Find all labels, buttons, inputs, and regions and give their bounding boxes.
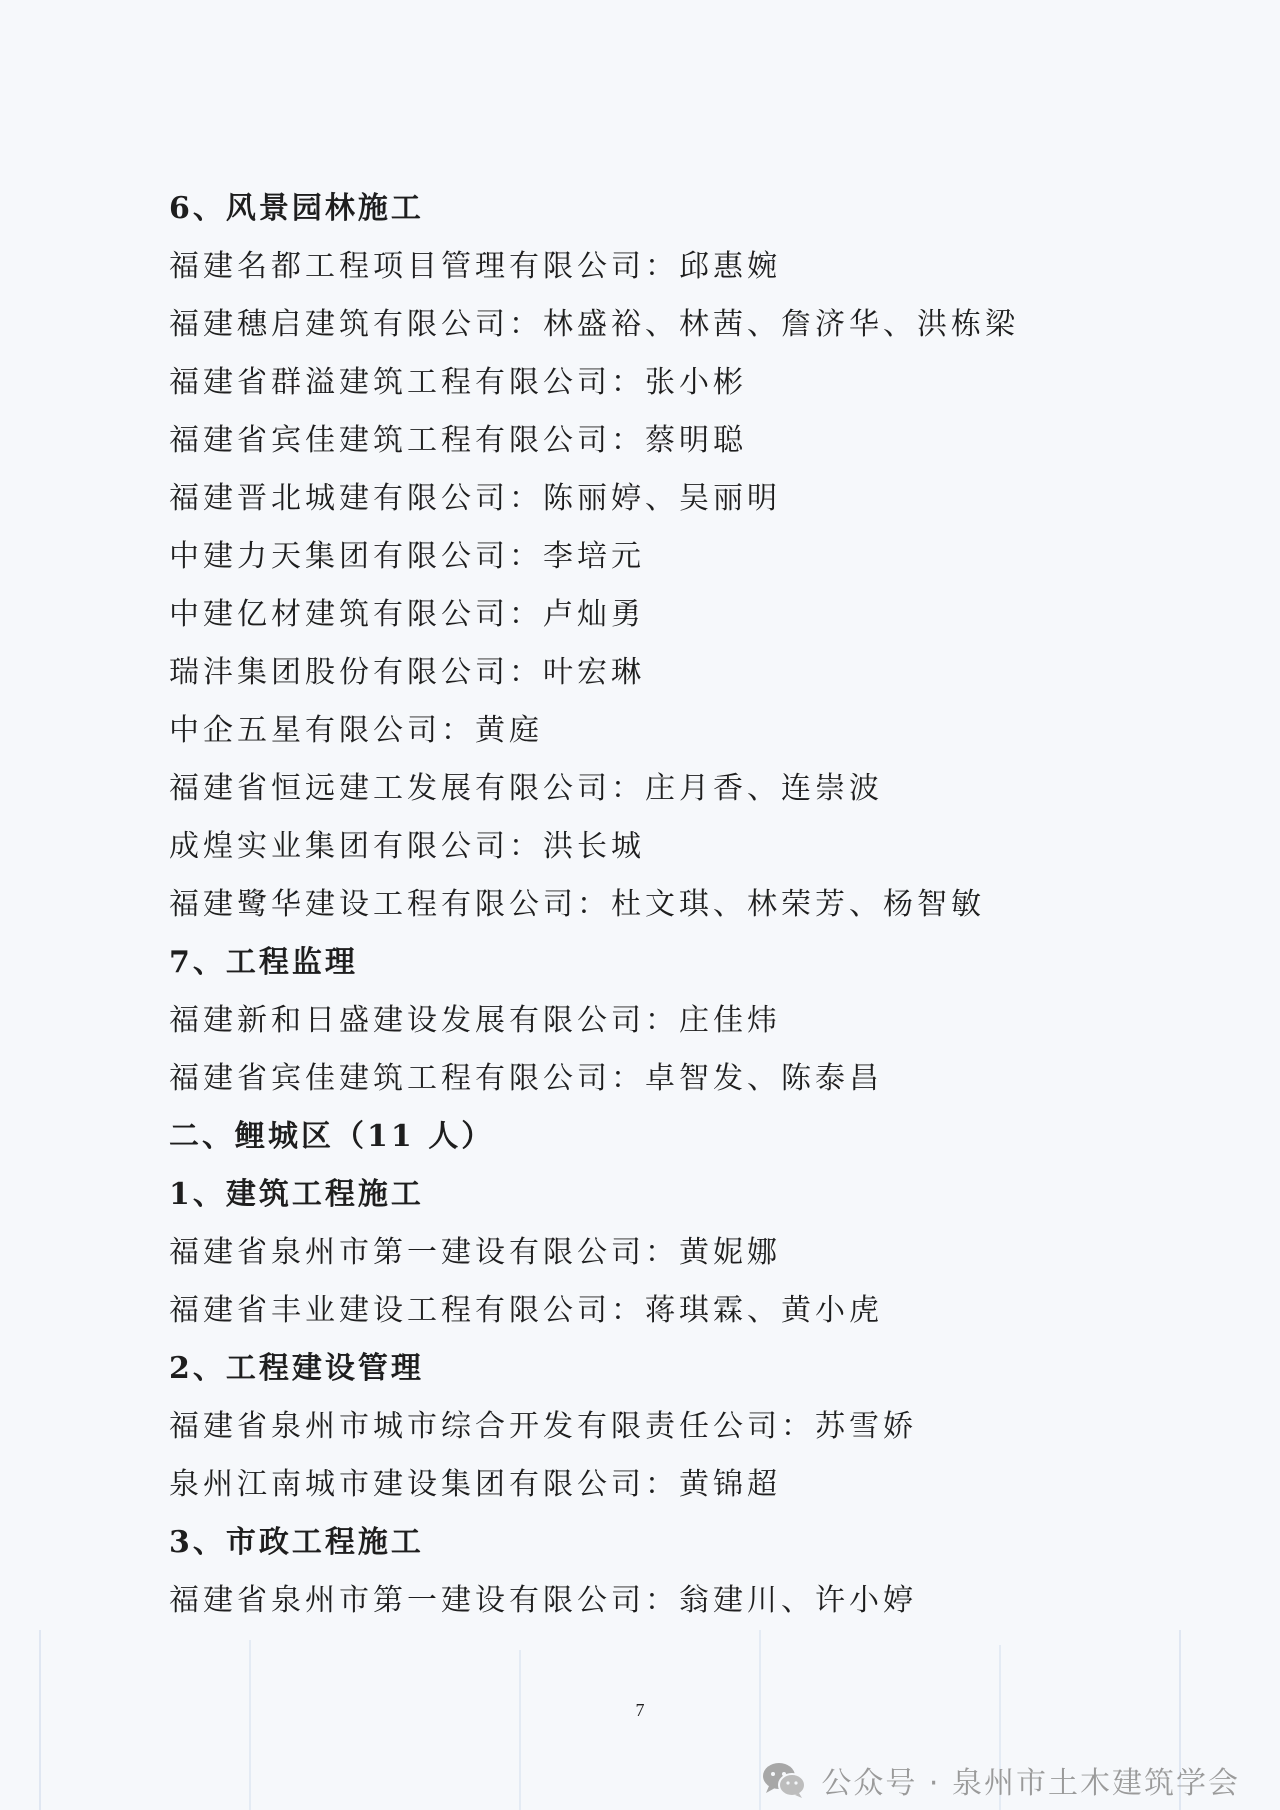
wechat-icon — [761, 1760, 807, 1800]
list-item: 福建鹭华建设工程有限公司：杜文琪、林荣芳、杨智敏 — [169, 887, 985, 922]
list-item: 福建省丰业建设工程有限公司：蒋琪霖、黄小虎 — [169, 1293, 883, 1328]
list-item: 中建力天集团有限公司：李培元 — [169, 539, 645, 574]
list-item: 成煌实业集团有限公司：洪长城 — [169, 829, 645, 864]
subheading-building-construction: 1、建筑工程施工 — [169, 1177, 424, 1212]
list-item: 福建名都工程项目管理有限公司：邱惠婉 — [169, 249, 781, 284]
subheading-engineering-supervision: 7、工程监理 — [169, 945, 358, 980]
list-item: 福建晋北城建有限公司：陈丽婷、吴丽明 — [169, 481, 781, 516]
list-item: 福建省恒远建工发展有限公司：庄月香、连崇波 — [169, 771, 883, 806]
list-item: 福建新和日盛建设发展有限公司：庄佳炜 — [169, 1003, 781, 1038]
subheading-construction-management: 2、工程建设管理 — [169, 1351, 424, 1386]
page-number: 7 — [635, 1700, 645, 1720]
document-body — [169, 180, 1219, 1630]
list-item: 瑞沣集团股份有限公司：叶宏琳 — [169, 655, 645, 690]
list-item: 福建穗启建筑有限公司：林盛裕、林茜、詹济华、洪栋梁 — [169, 307, 1019, 342]
section-heading-licheng-district: 二、鲤城区（11 人） — [169, 1119, 495, 1154]
list-item: 福建省泉州市第一建设有限公司：翁建川、许小婷 — [169, 1583, 917, 1618]
subheading-landscape-construction: 6、风景园林施工 — [169, 191, 424, 226]
subheading-municipal-construction: 3、市政工程施工 — [169, 1525, 424, 1560]
list-item: 福建省泉州市城市综合开发有限责任公司：苏雪娇 — [169, 1409, 917, 1444]
list-item: 福建省泉州市第一建设有限公司：黄妮娜 — [169, 1235, 781, 1270]
list-item: 福建省宾佳建筑工程有限公司：蔡明聪 — [169, 423, 747, 458]
list-item: 中建亿材建筑有限公司：卢灿勇 — [169, 597, 645, 632]
wechat-watermark — [761, 1760, 1240, 1800]
list-item: 福建省群溢建筑工程有限公司：张小彬 — [169, 365, 747, 400]
list-item: 泉州江南城市建设集团有限公司：黄锦超 — [169, 1467, 781, 1502]
watermark-text: 公众号 · 泉州市土木建筑学会 — [821, 1766, 1240, 1801]
list-item: 福建省宾佳建筑工程有限公司：卓智发、陈泰昌 — [169, 1061, 883, 1096]
list-item: 中企五星有限公司：黄庭 — [169, 713, 543, 748]
